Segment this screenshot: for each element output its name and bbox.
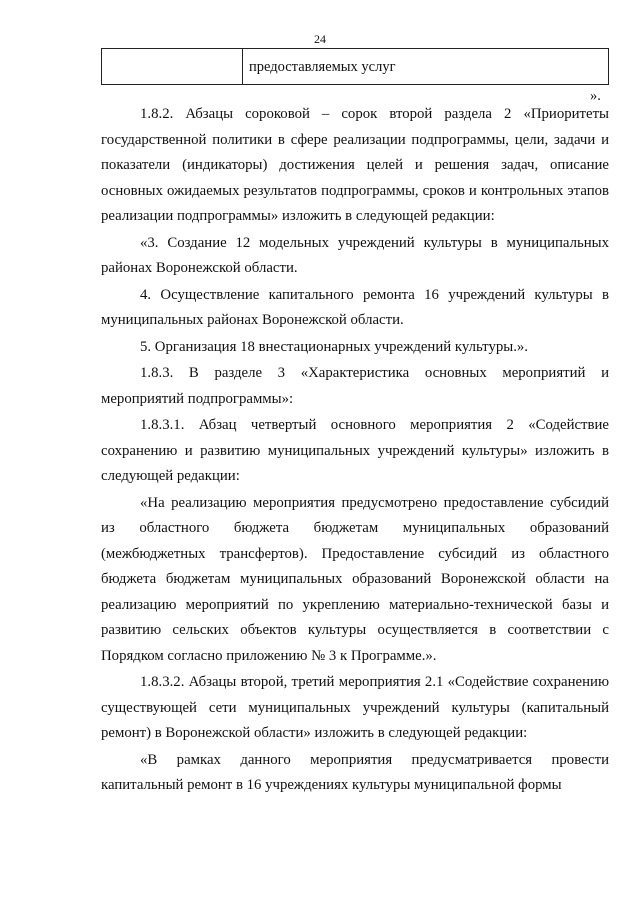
- paragraph-item-4: 4. Осуществление капитального ремонта 16 учреждений культуры в муниципальных районах Воронежской области.: [101, 286, 609, 328]
- paragraph-capital-repair: «В рамках данного мероприятия предусматривается провести капитальный ремонт в 16 учреждениях культуры муниципальной формы: [101, 751, 609, 793]
- table-row: [102, 49, 609, 85]
- paragraph-1-8-3: 1.8.3. В разделе 3 «Характеристика основных мероприятий и мероприятий подпрограммы»:: [101, 365, 609, 407]
- paragraph-1-8-3-2: 1.8.3.2. Абзацы второй, третий мероприятия 2.1 «Содействие сохранению существующей сети муниципальных учреждений культуры (капитальный ремонт) в Воронежской области» изложить в следующей редакции:: [101, 674, 609, 741]
- paragraph-item-5: 5. Организация 18 внестационарных учреждений культуры.».: [140, 338, 528, 355]
- paragraph-item-3: «3. Создание 12 модельных учреждений культуры в муниципальных районах Воронежской области.: [101, 234, 609, 276]
- page-number: 24: [314, 32, 326, 46]
- paragraph-subsidies: «На реализацию мероприятия предусмотрено предоставление субсидий из областного бюджета бюджетам муниципальных образований (межбюджетных трансфертов). Предоставление субсидий из областного бюджета бюджетам муниципальных образований Воронежской области на реализацию мероприятий по укреплению материально-технической базы и развитию сельских объектов культуры осуществляется в соответствии с Порядком согласно приложению № 3 к Программе.».: [101, 494, 609, 664]
- document-body: [101, 102, 609, 800]
- table-closing-quote: ».: [590, 88, 601, 104]
- paragraph-1-8-2: 1.8.2. Абзацы сороковой – сорок второй раздела 2 «Приоритеты государственной политики в сфере реализации подпрограммы, цели, задачи и показатели (индикаторы) достижения целей и решения задач, описание основных ожидаемых результатов подпрограммы, сроков и контрольных этапов реализации подпрограммы» изложить в следующей редакции:: [101, 106, 609, 224]
- paragraph-1-8-3-1: 1.8.3.1. Абзац четвертый основного мероприятия 2 «Содействие сохранению и развитию муниципальных учреждений культуры» изложить в следующей редакции:: [101, 417, 609, 484]
- table-cell-empty: [102, 49, 243, 85]
- table-cell-services: предоставляемых услуг: [243, 49, 609, 85]
- continuation-table: [101, 48, 609, 85]
